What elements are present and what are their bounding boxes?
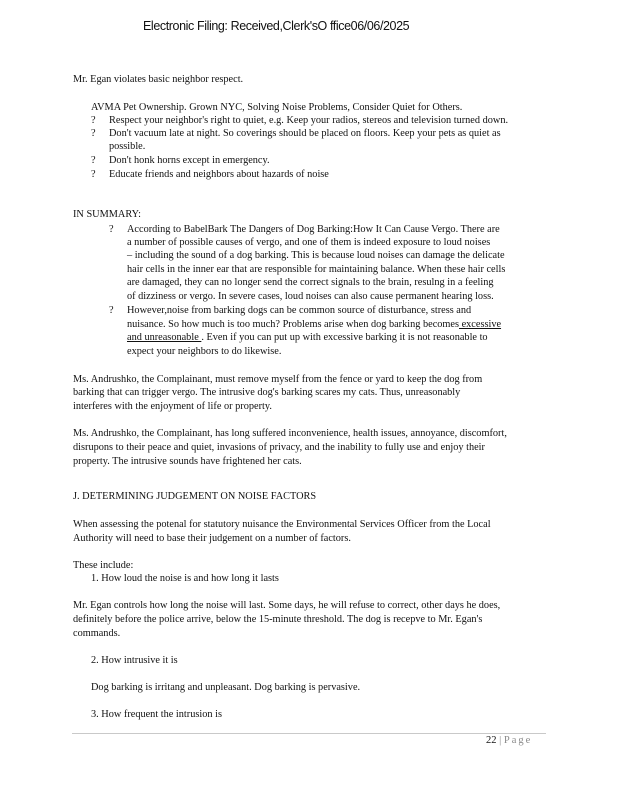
underlined-excessive: excessive: [459, 319, 502, 330]
footer-divider: [72, 733, 546, 734]
summary-b2-line2: [127, 318, 501, 331]
bullet-marker: ?: [91, 115, 96, 126]
summary-heading: IN SUMMARY:: [73, 209, 142, 220]
bullet-marker: ?: [91, 128, 96, 139]
assess-para-line1: When assessing the potenal for statutory nuisance the Environmental Services Officer from the Local: [73, 519, 491, 530]
page-footer: [486, 735, 532, 746]
factor-3: 3. How frequent the intrusion is: [91, 709, 222, 720]
page-number: 22: [486, 735, 497, 746]
avma-heading: AVMA Pet Ownership. Grown NYC, Solving Noise Problems, Consider Quiet for Others.: [91, 102, 463, 113]
bullet-marker: ?: [109, 305, 114, 316]
factor-1: 1. How loud the noise is and how long it lasts: [91, 573, 279, 584]
summary-b2-line1: However,noise from barking dogs can be common source of disturbance, stress and: [127, 305, 472, 316]
paragraph-respect: Mr. Egan violates basic neighbor respect.: [73, 74, 244, 85]
summary-b2-line4: expect your neighbors to do likewise.: [127, 346, 282, 357]
summary-b1-line5: are damaged, they can no longer send the correct signals to the brain, resulng in a feeling: [127, 277, 494, 288]
bullet-marker: ?: [91, 155, 96, 166]
summary-b2-line3-text: . Even if you can put up with excessive barking it is not reasonable to: [201, 332, 488, 343]
andrushko-para2-line1: Ms. Andrushko, the Complainant, has long suffered inconvenience, health issues, annoyance, discomfort,: [73, 428, 507, 439]
andrushko-para1-line1: Ms. Andrushko, the Complainant, must remove myself from the fence or yard to keep the dog from: [73, 374, 483, 385]
egan-para-line1: Mr. Egan controls how long the noise will last. Some days, he will refuse to correct, other days he does,: [73, 600, 501, 611]
summary-b1-line4: hair cells in the inner ear that are responsible for maintaining balance. When these hair cells: [127, 264, 506, 275]
underlined-unreasonable: and unreasonable: [127, 332, 202, 343]
andrushko-para1-line3: interferes with the enjoyment of life or property.: [73, 401, 272, 412]
these-include: These include:: [73, 560, 134, 571]
barking-para: Dog barking is irritang and unpleasant. Dog barking is pervasive.: [91, 682, 361, 693]
bullet-marker: ?: [91, 169, 96, 180]
avma-item-3: Don't honk horns except in emergency.: [109, 155, 270, 166]
electronic-filing-stamp: Electronic Filing: Received,Clerk'sO ffice06/06/2025: [143, 19, 410, 33]
summary-b2-line3: [127, 331, 488, 344]
egan-para-line3: commands.: [73, 628, 121, 639]
summary-b1-line3: – including the sound of a dog barking. This is because loud noises can damage the delicate: [127, 250, 505, 261]
avma-item-2-line1: Don't vacuum late at night. So coverings should be placed on floors. Keep your pets as quiet as: [109, 128, 501, 139]
page-label: Page: [503, 735, 533, 746]
avma-item-2-line2: possible.: [109, 141, 146, 152]
summary-b2-line2-text: nuisance. So how much is too much? Problems arise when dog barking becomes: [127, 319, 460, 330]
avma-item-4: Educate friends and neighbors about hazards of noise: [109, 169, 329, 180]
andrushko-para2-line3: property. The intrusive sounds have frightened her cats.: [73, 456, 302, 467]
section-j-heading: J. DETERMINING JUDGEMENT ON NOISE FACTORS: [73, 491, 317, 502]
summary-b1-line2: a number of possible causes of vergo, and one of them is indeed exposure to loud noises: [127, 237, 491, 248]
summary-b1-line1: According to BabelBark The Dangers of Dog Barking:How It Can Cause Vergo. There are: [127, 224, 500, 235]
andrushko-para2-line2: disrupons to their peace and quiet, invasions of privacy, and the inability to fully use and enjoy their: [73, 442, 485, 453]
assess-para-line2: Authority will need to base their judgement on a number of factors.: [73, 533, 351, 544]
factor-2: 2. How intrusive it is: [91, 655, 178, 666]
andrushko-para1-line2: barking that can trigger vergo. The intrusive dog's barking scares my cats. Thus, unreasonably: [73, 387, 461, 398]
footer-separator: |: [496, 735, 504, 746]
summary-b1-line6: of dizziness or vergo. In severe cases, loud noises can also cause permanent hearing loss.: [127, 291, 494, 302]
avma-item-1: Respect your neighbor's right to quiet, e.g. Keep your radios, stereos and television turned down.: [109, 115, 509, 126]
egan-para-line2: definitely before the police arrive, below the 15-minute threshold. The dog is recepve to Mr. Egan's: [73, 614, 483, 625]
bullet-marker: ?: [109, 224, 114, 235]
